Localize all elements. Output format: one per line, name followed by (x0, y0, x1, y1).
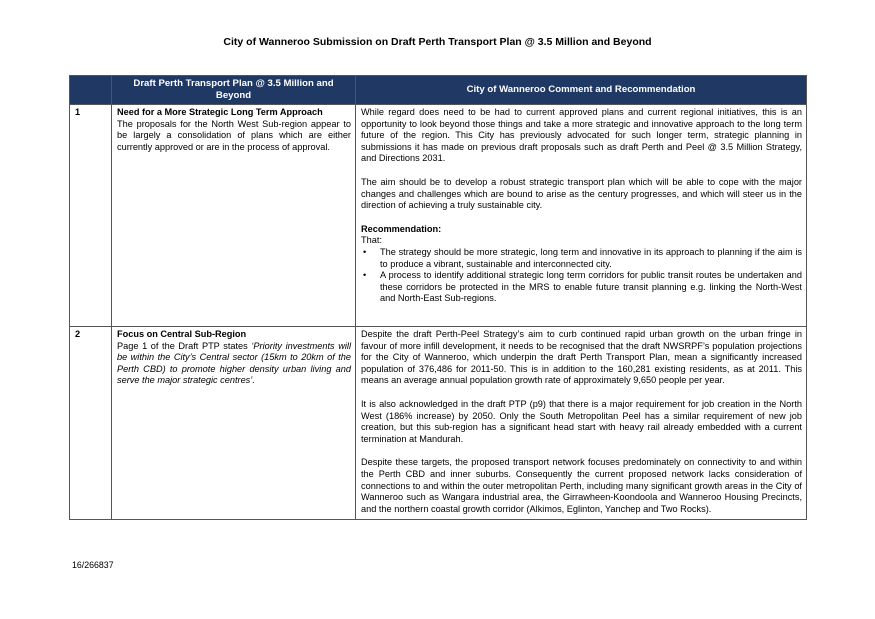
comment-paragraph: While regard does need to be had to current approved plans and current regional initiatives, this is an opportunity to look beyond those things and take a more strategic and innovative approach to the long term future of the region. This City has previously advocated for such longer term, strategic planning in submissions it has made on previous draft proposals such as draft Perth and Peel @ 3.5 Million Strategy, and Directions 2031. (361, 107, 802, 164)
comment-paragraph: The aim should be to develop a robust strategic transport plan which will be able to cope with the major changes and challenges which are bound to arise as the century progresses, and which will steer us in the direction of achieving a truly sustainable city. (361, 176, 802, 211)
comment-cell (356, 105, 807, 327)
list-item: • The strategy should be more strategic, long term and innovative in its approach to planning if the aim is to produce a vibrant, sustainable and interconnected city. (361, 247, 802, 270)
topic-body-quote: ‘Priority investments will be within the City’s Central sector (15km to 20km of the Perth CBD) to promote higher density urban living and serve the major strategic centres’. (117, 340, 351, 386)
submission-table (69, 75, 807, 520)
topic-body-prefix: Page 1 of the Draft PTP states (117, 340, 252, 351)
table-row (70, 327, 807, 520)
table-row (70, 105, 807, 327)
document-title: City of Wanneroo Submission on Draft Perth Transport Plan @ 3.5 Million and Beyond (223, 36, 652, 48)
comment-paragraph: Despite these targets, the proposed transport network focuses predominately on connectivity to and within the Perth CBD and inner suburbs. Consequently the current proposed network lacks consideration of connections to and within the outer metropolitan Perth, including many significant growth areas in the City of Wanneroo such as Wangara industrial area, the Girrawheen-Koondoola and Wanneroo Housing Precincts, and the northern coastal growth corridor (Alkimos, Eglinton, Yanchep and Two Rocks). (361, 457, 802, 514)
row-number: 2 (70, 327, 112, 520)
header-comment: City of Wanneroo Comment and Recommendation (356, 76, 807, 105)
recommendation-label: Recommendation: (361, 223, 442, 234)
comment-paragraph: It is also acknowledged in the draft PTP (p9) that there is a major requirement for job creation in the North West (186% increase) by 2050. Only the South Metropolitan Peel has a similar requirement of new job creation, but this sub-region has a significant head start with heavy rail already embedded with a current termination at Mandurah. (361, 398, 802, 444)
row-number: 1 (70, 105, 112, 327)
topic-cell (112, 327, 356, 520)
recommendation-intro: That: (361, 235, 382, 246)
footer-reference: 16/266837 (72, 560, 114, 570)
header-topic: Draft Perth Transport Plan @ 3.5 Million and Beyond (112, 76, 356, 105)
recommendation-list (361, 247, 802, 305)
table-header-row (70, 76, 807, 105)
comment-cell (356, 327, 807, 520)
topic-heading: Need for a More Strategic Long Term Approach (117, 107, 323, 117)
header-number (70, 76, 112, 105)
list-item: • A process to identify additional strategic long term corridors for public transit routes be undertaken and these corridors be protected in the MRS to enable future transit planning e.g. linking the North-West and North-East Sub-regions. (361, 270, 802, 305)
topic-heading: Focus on Central Sub-Region (117, 329, 247, 339)
comment-paragraph: Despite the draft Perth-Peel Strategy’s aim to curb continued rapid urban growth on the urban fringe in favour of more infill development, it needs to be recognised that the draft NWSRPF’s population projections for the City of Wanneroo, which underpin the draft Perth Transport Plan, mean a significantly increased population of 376,486 for 2011-50. This is in addition to the 160,281 existing residents, as at 2011. This means an average annual population growth rate of approximately 9,650 people per year. (361, 329, 802, 386)
topic-body: The proposals for the North West Sub-region appear to be largely a consolidation of plans which are either currently approved or are in the process of approval. (117, 118, 351, 152)
topic-body (117, 341, 351, 387)
topic-cell (112, 105, 356, 327)
